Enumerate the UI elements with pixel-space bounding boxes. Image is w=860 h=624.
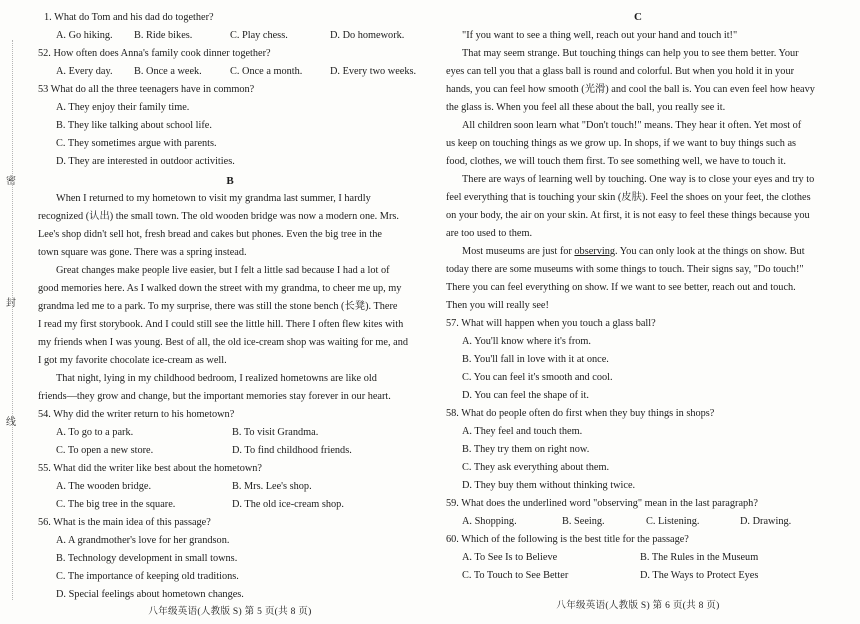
- q51-option-d: D. Do homework.: [330, 30, 405, 41]
- q54-option-c: C. To open a new store.: [56, 445, 154, 456]
- passage-b-line: friends—they grow and change, but the important memories stay forever in our heart.: [38, 391, 391, 402]
- q53-option-d: D. They are interested in outdoor activities.: [56, 156, 235, 167]
- q55-option-a: A. The wooden bridge.: [56, 481, 152, 492]
- q57-stem: 57. What will happen when you touch a glass ball?: [446, 318, 656, 329]
- q51-option-c: C. Play chess.: [230, 30, 288, 41]
- q51-option-b: B. Ride bikes.: [134, 30, 193, 41]
- q57-option-d: D. You can feel the shape of it.: [462, 390, 589, 401]
- section-b-heading: B: [226, 175, 234, 187]
- passage-c-line: eyes can tell you that a glass ball is round and colorful. But when you hold it in your: [446, 66, 795, 77]
- passage-c-line: the glass is. When you feel all these about the ball, you really see it.: [446, 102, 726, 113]
- q55-stem: 55. What did the writer like best about the hometown?: [38, 463, 262, 474]
- passage-c-line: Then you will really see!: [446, 300, 549, 311]
- passage-c-line: are too used to them.: [446, 228, 533, 239]
- q57-option-c: C. You can feel it's smooth and cool.: [462, 372, 613, 383]
- q55-option-c: C. The big tree in the square.: [56, 499, 176, 510]
- q58-option-c: C. They ask everything about them.: [462, 462, 610, 473]
- q55-option-d: D. The old ice-cream shop.: [232, 499, 344, 510]
- q51-option-a: A. Go hiking.: [56, 30, 113, 41]
- passage-c-line: us keep on touching things as we grow up. In shops, if we want to buy things such as: [446, 138, 797, 149]
- passage-b-line: That night, lying in my childhood bedroom, I realized hometowns are like old: [56, 373, 377, 384]
- passage-b-line: Great changes make people live easier, but I felt a little sad because I had a lot of: [56, 265, 390, 276]
- q57-option-a: A. You'll know where it's from.: [462, 336, 591, 347]
- q54-option-a: A. To go to a park.: [56, 427, 134, 438]
- underlined-word: observing: [574, 246, 616, 257]
- q55-option-b: B. Mrs. Lee's shop.: [232, 481, 312, 492]
- left-page-footer: 八年级英语(人教版 S) 第 5 页(共 8 页): [148, 607, 312, 617]
- passage-b-line: I read my first storybook. And I could still see the little hill. There I often flew kites with: [38, 319, 404, 330]
- q57-option-b: B. You'll fall in love with it at once.: [462, 354, 609, 365]
- q58-option-d: D. They buy them without thinking twice.: [462, 480, 636, 491]
- q60-option-a: A. To See Is to Believe: [462, 552, 558, 563]
- passage-b-line: town square was gone. There was a spring instead.: [38, 247, 247, 258]
- right-page-footer: 八年级英语(人教版 S) 第 6 页(共 8 页): [556, 601, 720, 611]
- q56-option-b: B. Technology development in small towns.: [56, 553, 238, 564]
- q53-option-b: B. They like talking about school life.: [56, 120, 212, 131]
- q56-stem: 56. What is the main idea of this passage?: [38, 517, 211, 528]
- q53-stem: 53 What do all the three teenagers have in common?: [38, 84, 255, 95]
- q59-option-c: C. Listening.: [646, 516, 700, 527]
- passage-text: Most museums are just for: [462, 246, 575, 257]
- q60-stem: 60. Which of the following is the best title for the passage?: [446, 534, 689, 545]
- q60-option-b: B. The Rules in the Museum: [640, 552, 759, 563]
- q59-stem: 59. What does the underlined word "observing" mean in the last paragraph?: [446, 498, 758, 509]
- q53-option-c: C. They sometimes argue with parents.: [56, 138, 217, 149]
- q52-option-a: A. Every day.: [56, 66, 113, 77]
- passage-c-line: All children soon learn what "Don't touch!" means. They hear it often. Yet most of: [462, 120, 802, 131]
- q54-option-b: B. To visit Grandma.: [232, 427, 319, 438]
- margin-mark-1: 密: [6, 176, 16, 187]
- q60-option-c: C. To Touch to See Better: [462, 570, 569, 581]
- passage-c-line: today there are some museums with some things to touch. Their signs say, "Do touch!": [446, 264, 804, 275]
- q52-option-b: B. Once a week.: [134, 66, 202, 77]
- binding-dotted-line: [12, 40, 13, 600]
- q56-option-a: A. A grandmother's love for her grandson.: [56, 535, 230, 546]
- passage-b-line: good memories here. As I walked down the street with my grandma, to cheer me up, my: [38, 283, 402, 294]
- passage-text: . You can only look at the things on show. But: [615, 246, 805, 257]
- passage-b-line: When I returned to my hometown to visit my grandma last summer, I hardly: [56, 193, 371, 204]
- passage-c-line: "If you want to see a thing well, reach out your hand and touch it!": [462, 30, 738, 41]
- passage-c-line: hands, you can feel how smooth (光滑) and cool the ball is. You can even feel how heavy: [446, 84, 815, 95]
- passage-b-line: Lee's shop didn't sell hot, fresh bread and cakes but phones. Even the big tree in the: [38, 229, 382, 240]
- q58-stem: 58. What do people often do first when they buy things in shops?: [446, 408, 715, 419]
- passage-b-line: my friends when I was young. Best of all, the old ice-cream shop was waiting for me, and: [38, 337, 409, 348]
- passage-c-line: feel everything that is touching your skin (皮肤). Feel the shoes on your feet, the clothes: [446, 192, 811, 203]
- q56-option-c: C. The importance of keeping old traditions.: [56, 571, 239, 582]
- q58-option-b: B. They try them on right now.: [462, 444, 590, 455]
- margin-mark-3: 线: [6, 417, 16, 428]
- passage-c-last-para-first-line: [462, 245, 805, 258]
- q52-option-c: C. Once a month.: [230, 66, 303, 77]
- passage-c-line: That may seem strange. But touching things can help you to see them better. Your: [462, 48, 799, 59]
- passage-b-line: I got my favorite chocolate ice-cream as well.: [38, 355, 227, 366]
- passage-c-line: food, clothes, we will touch them first. To see something well, we have to touch it.: [446, 156, 786, 167]
- passage-b-line: recognized (认出) the small town. The old wooden bridge was now a modern one. Mrs.: [38, 211, 399, 222]
- passage-c-line: There you can feel everything on show. If we want to see better, reach out and touch.: [446, 282, 796, 293]
- q56-option-d: D. Special feelings about hometown changes.: [56, 589, 244, 600]
- q54-stem: 54. Why did the writer return to his hometown?: [38, 409, 235, 420]
- passage-b-line: grandma led me to a park. To my surprise, there was still the stone bench (长凳). There: [38, 301, 398, 312]
- q53-option-a: A. They enjoy their family time.: [56, 102, 190, 113]
- q51-stem: 1. What do Tom and his dad do together?: [44, 12, 214, 23]
- section-c-heading: C: [634, 11, 642, 23]
- passage-c-line: on your body, the air on your skin. At first, it is not easy to feel these things because you: [446, 210, 810, 221]
- q59-option-d: D. Drawing.: [740, 516, 792, 527]
- q59-option-a: A. Shopping.: [462, 516, 517, 527]
- passage-c-line: There are ways of learning well by touching. One way is to close your eyes and try to: [462, 174, 815, 185]
- q52-stem: 52. How often does Anna's family cook dinner together?: [38, 48, 271, 59]
- q52-option-d: D. Every two weeks.: [330, 66, 417, 77]
- q59-option-b: B. Seeing.: [562, 516, 605, 527]
- q54-option-d: D. To find childhood friends.: [232, 445, 352, 456]
- margin-mark-2: 封: [6, 298, 16, 309]
- q58-option-a: A. They feel and touch them.: [462, 426, 583, 437]
- q60-option-d: D. The Ways to Protect Eyes: [640, 570, 759, 581]
